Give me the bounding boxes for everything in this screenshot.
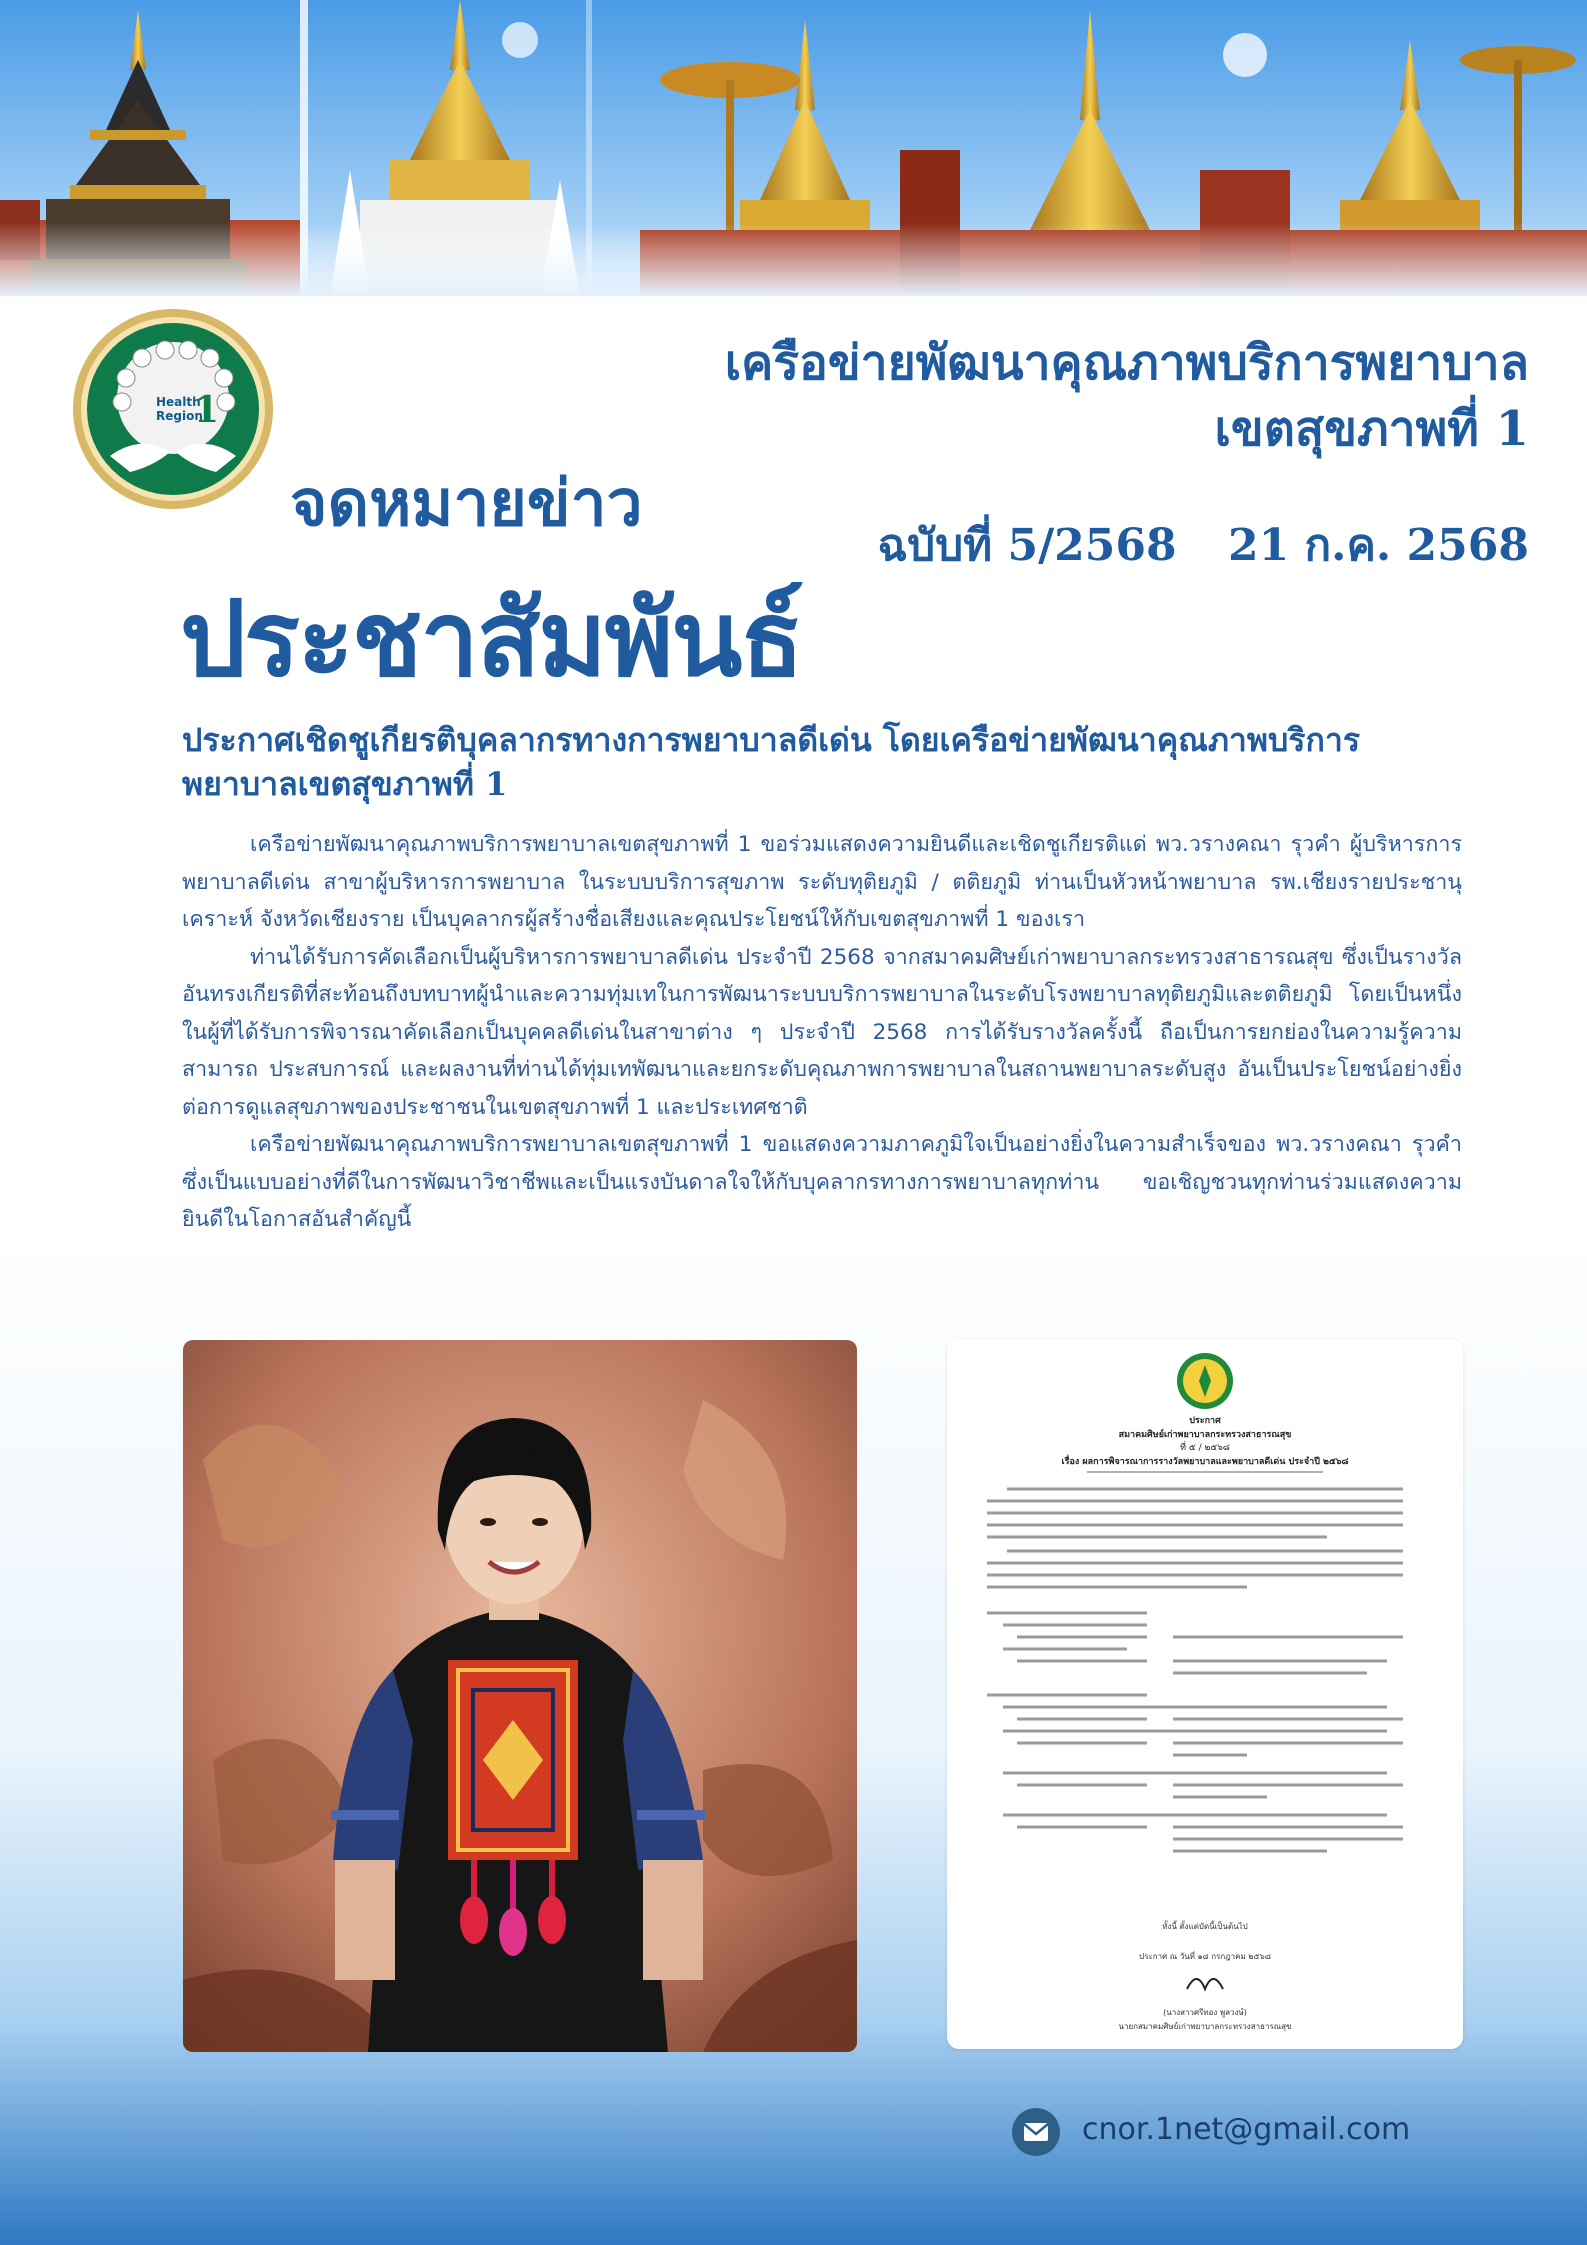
newsletter-title-line2: ประชาสัมพันธ์ xyxy=(180,577,802,700)
temple-banner xyxy=(0,0,1587,296)
doc-signer-title: นายกสมาคมศิษย์เก่าพยาบาลกระทรวงสาธารณสุข xyxy=(1118,2022,1292,2031)
doc-title: ประกาศ xyxy=(1189,1416,1221,1426)
issue-date: 21 ก.ค. 2568 xyxy=(1227,520,1529,571)
mail-icon xyxy=(1012,2108,1060,2156)
announcement-document-image xyxy=(947,1339,1463,2049)
logo-region-text: Region xyxy=(156,409,203,423)
article-headline: ประกาศเชิดชูเกียรติบุคลากรทางการพยาบาลดีเด่น โดยเครือข่ายพัฒนาคุณภาพบริการพยาบาลเขตสุขภาพที่ 1 xyxy=(182,721,1361,803)
doc-signer-name: (นางสาวศรีทอง พูลวงษ์) xyxy=(1163,2008,1247,2017)
email-address[interactable]: cnor.1net@gmail.com xyxy=(1082,2112,1411,2147)
doc-closing: ทั้งนี้ ตั้งแต่บัดนี้เป็นต้นไป xyxy=(1162,1922,1248,1931)
network-title-line1: เครือข่ายพัฒนาคุณภาพบริการพยาบาล xyxy=(724,335,1529,391)
logo-number: 1 xyxy=(194,389,220,431)
temple-banner-image xyxy=(0,0,1587,296)
honoree-photo xyxy=(183,1340,857,2052)
doc-org: สมาคมศิษย์เก่าพยาบาลกระทรวงสาธารณสุข xyxy=(1118,1430,1292,1440)
doc-date: ประกาศ ณ วันที่ ๑๘ กรกฎาคม ๒๕๖๘ xyxy=(1139,1952,1271,1961)
article-paragraph: ท่านได้รับการคัดเลือกเป็นผู้บริหารการพยาบาลดีเด่น ประจำปี 2568 จากสมาคมศิษย์เก่าพยาบาลกระทรวงสาธารณสุข ซึ่งเป็นรางวัลอันทรงเกียรติที่สะท้อนถึงบทบาทผู้นำและความทุ่มเทในการพัฒนาระบบบริการพยาบาลในระดับโรงพยาบาลทุติยภูมิและตติยภูมิ โดยเป็นหนึ่งในผู้ที่ได้รับการพิจารณาคัดเลือกเป็นบุคคลดีเด่นในสาขาต่าง ๆ ประจำปี 2568 การได้รับรางวัลครั้งนี้ ถือเป็นการยกย่องในความรู้ความสามารถ ประสบการณ์ และผลงานที่ท่านได้ทุ่มเทพัฒนาและยกระดับคุณภาพการพยาบาลในสถานพยาบาลระดับสูง อันเป็นประโยชน์อย่างยิ่งต่อการดูแลสุขภาพของประชาชนในเขตสุขภาพที่ 1 และประเทศชาติ xyxy=(182,944,1462,1120)
logo-health-text: Health xyxy=(156,395,201,409)
article-paragraph: เครือข่ายพัฒนาคุณภาพบริการพยาบาลเขตสุขภาพที่ 1 ขอร่วมแสดงความยินดีและเชิดชูเกียรติแด่ พว.วรางคณา รุวคำ ผู้บริหารการพยาบาลดีเด่น สาขาผู้บริหารการพยาบาล ในระบบบริการสุขภาพ ระดับทุติยภูมิ / ตติยภูมิ ท่านเป็นหัวหน้าพยาบาล รพ.เชียงรายประชานุเคราะห์ จังหวัดเชียงราย เป็นบุคลากรผู้สร้างชื่อเสียงและคุณประโยชน์ให้กับเขตสุขภาพที่ 1 ของเรา xyxy=(182,832,1462,932)
health-region-logo xyxy=(70,306,276,512)
article-paragraph: เครือข่ายพัฒนาคุณภาพบริการพยาบาลเขตสุขภาพที่ 1 ขอแสดงความภาคภูมิใจเป็นอย่างยิ่งในความสำเร็จของ พว.วรางคณา รุวคำ ซึ่งเป็นแบบอย่างที่ดีในการพัฒนาวิชาชีพและเป็นแรงบันดาลใจให้กับบุคลากรทางการพยาบาลทุกท่าน ขอเชิญชวนทุกท่านร่วมแสดงความยินดีในโอกาสอันสำคัญนี้ xyxy=(182,1132,1462,1232)
issue-number: ฉบับที่ 5/2568 xyxy=(877,520,1177,571)
network-title xyxy=(629,330,1529,462)
issue-info xyxy=(877,510,1529,580)
article-body xyxy=(182,826,1462,1239)
doc-signature xyxy=(1187,1979,1223,1989)
network-title-line2: เขตสุขภาพที่ 1 xyxy=(1214,401,1529,457)
doc-subject: เรื่อง ผลการพิจารณาการรางวัลพยาบาลและพยาบาลดีเด่น ประจำปี ๒๕๖๘ xyxy=(1061,1457,1349,1467)
announcement-document xyxy=(947,1339,1463,2049)
newsletter-title-line1: จดหมายข่าว xyxy=(290,466,643,541)
doc-number: ที่ ๕ / ๒๕๖๘ xyxy=(1180,1443,1230,1453)
doc-text-lines xyxy=(987,1489,1403,1851)
